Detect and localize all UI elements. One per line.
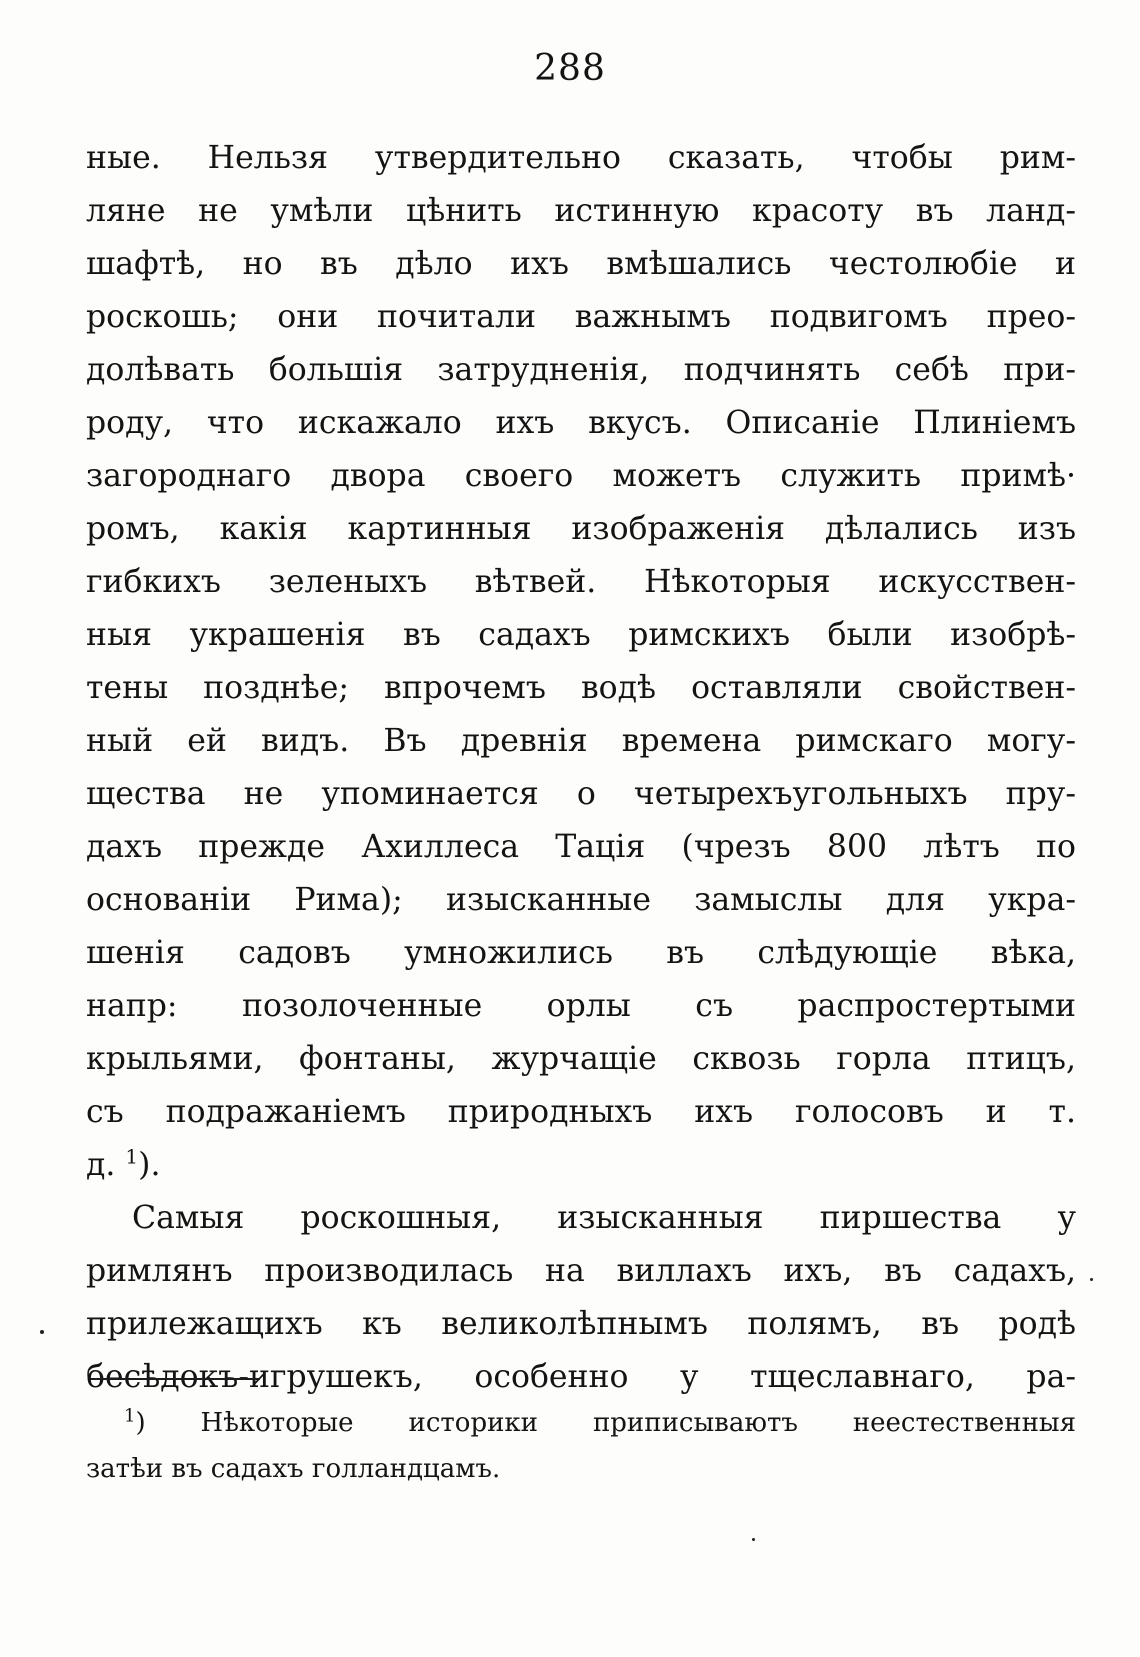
text-line-2: ляне не умѣли цѣнить истинную красоту въ ланд- — [86, 193, 1076, 229]
text-line-5: долѣвать большія затрудненія, подчинять себѣ при- — [86, 352, 1076, 388]
footnote-reference: 1 — [125, 1144, 139, 1169]
print-speck — [40, 1330, 44, 1334]
text-line-8: ромъ, какія картинныя изображенія дѣлались изъ — [86, 511, 1076, 547]
text-line-15: основаніи Рима); изысканные замыслы для укра- — [86, 882, 1076, 918]
paragraph2-line-2: римлянъ производилась на виллахъ ихъ, въ садахъ, — [86, 1253, 1076, 1289]
print-speck — [1090, 1278, 1093, 1281]
text-line-7: загороднаго двора своего можетъ служить примѣ· — [86, 458, 1076, 494]
last-line-close: ). — [138, 1147, 161, 1183]
text-line-11: тены позднѣе; впрочемъ водѣ оставляли свойствен- — [86, 670, 1076, 706]
footnote-line-2: затѣи въ садахъ голландцамъ. — [86, 1454, 501, 1484]
text-line-13: щества не упоминается о четырехъугольныхъ пру- — [86, 776, 1076, 812]
text-line-6: роду, что искажало ихъ вкусъ. Описаніе Плиніемъ — [86, 405, 1076, 441]
text-line-17: напр: позолоченные орлы съ распростертыми — [86, 988, 1076, 1024]
footnote-divider — [90, 1378, 260, 1380]
text-line-20 — [86, 1139, 1076, 1192]
paragraph2-line-4: бесѣдокъ-игрушекъ, особенно у тщеславнаго, ра- — [86, 1359, 1076, 1395]
print-speck — [752, 1538, 755, 1541]
text-line-19: съ подражаніемъ природныхъ ихъ голосовъ и т. — [86, 1094, 1076, 1130]
text-line-3: шафтѣ, но въ дѣло ихъ вмѣшались честолюбіе и — [86, 246, 1076, 282]
text-line-10: ныя украшенія въ садахъ римскихъ были изобрѣ- — [86, 617, 1076, 653]
text-line-18: крыльями, фонтаны, журчащіе сквозь горла птицъ, — [86, 1041, 1076, 1077]
footnote-text-1: ) Нѣкоторые историки приписываютъ неестественныя — [135, 1408, 1076, 1438]
main-text — [86, 132, 1076, 1404]
footnote — [86, 1400, 1076, 1492]
footnote-mark: 1 — [124, 1405, 136, 1427]
text-line-4: роскошь; они почитали важнымъ подвигомъ прео- — [86, 299, 1076, 335]
text-line-14: дахъ прежде Ахиллеса Тація (чрезъ 800 лѣтъ по — [86, 829, 1076, 865]
text-line-16: шенія садовъ умножились въ слѣдующіе вѣка, — [86, 935, 1076, 971]
footnote-line-1 — [86, 1400, 1076, 1446]
paragraph2-line-1: Самыя роскошныя, изысканныя пиршества у — [132, 1200, 1076, 1236]
text-line-9: гибкихъ зеленыхъ вѣтвей. Нѣкоторыя искусствен- — [86, 564, 1076, 600]
page-number: 288 — [534, 48, 606, 89]
paragraph2-line-3: прилежащихъ къ великолѣпнымъ полямъ, въ родѣ — [86, 1306, 1076, 1342]
text-line-1: ные. Нельзя утвердительно сказать, чтобы рим- — [86, 140, 1076, 176]
text-line-12: ный ей видъ. Въ древнія времена римскаго могу- — [86, 723, 1076, 759]
last-line-text: д. — [86, 1147, 126, 1183]
